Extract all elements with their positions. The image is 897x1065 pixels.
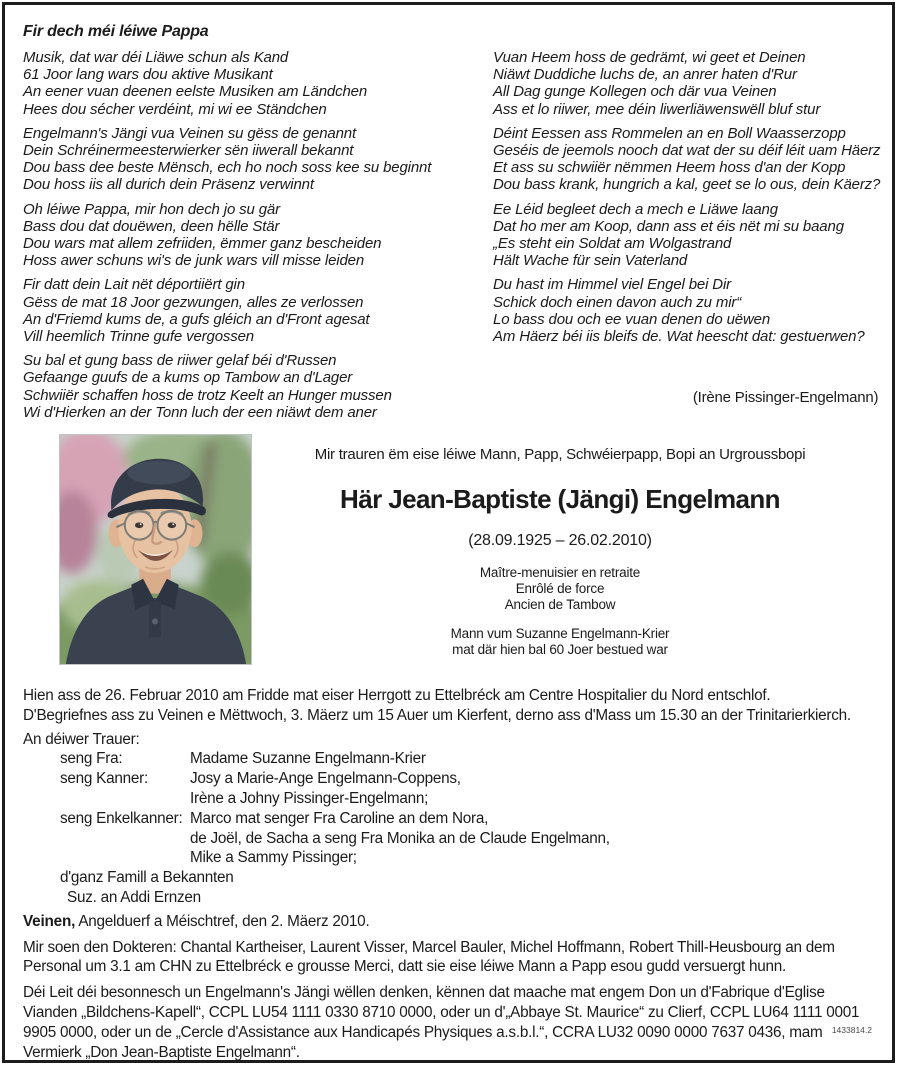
mourner-relation-label: seng Enkelkanner: [60,809,183,827]
mourner-relation-label [60,829,190,849]
poem-line: Musik, dat war déi Liäwe schun als Kand [23,49,289,66]
poem-line: Dou bass dee beste Mënsch, ech ho noch soss kee su beginnt [23,159,432,177]
poem-stanza [493,125,880,194]
poem-line: Ee Léid begleet dech a mech e Liäwe laang [493,200,778,218]
death-notice: Hien ass de 26. Februar 2010 am Fridde mat eiser Herrgott zu Ettelbréck am Centre Hospitalier du Nord entschlof. [23,687,771,705]
poem-line: Schick doch einen davon auch zu mir“ [493,293,742,311]
poem-line: Hees dou sécher verdéint, mi wi ee Ständchen [23,100,327,118]
poem-line: Déint Eessen ass Rommelen an en Boll Waasserzopp [493,124,846,142]
announcement-section [23,434,876,665]
poem-line: Su bal et gung bass de riiwer gelaf béi d'Russen [23,352,337,370]
spouse-lines [252,626,868,658]
poem-line: Bass dou dat douëwen, deen hëlle Stär [23,217,280,235]
mourner-relation-label [60,789,190,809]
obituary-frame [2,2,895,1063]
poem-line: Wi d'Hierken an der Tonn luch der een niäwt dem aner [23,403,377,421]
poem-stanza [23,125,481,194]
poem-author-signature: (Irène Pissinger-Engelmann) [692,389,879,407]
poem-line: Gefaange guufs de a kums op Tambow an d'Lager [23,369,353,387]
poem-line: Schwiiër schaffen hoss de trotz Keelt an Hunger mussen [23,386,392,404]
family-line: d'ganz Famill a Bekannten [60,869,234,887]
poem-line: Dou hoss iis all durich dein Präsenz verwinnt [23,176,314,194]
poem-line: Hält Wache für sein Vaterland [493,252,688,270]
mourner-names: Mike a Sammy Pissinger; [190,849,357,867]
poem-line: Am Häerz béi iis bleifs de. Wat heescht dat: gestuerwen? [493,328,865,346]
mourner-relation-label: seng Fra: [60,750,123,768]
poem-left-column [23,22,481,428]
portrait-illustration [60,435,251,664]
reference-number: 1433814.2 [831,1024,872,1035]
portrait-photo [59,434,252,665]
poem-line: Lo bass dou och ee vuan denen do uëwen [493,310,771,328]
mourner-names: de Joël, de Sacha a seng Fra Monika an de Claude Engelmann, [190,829,610,847]
poem-line: An eener vuan deenen eelste Musiken am Ländchen [23,83,368,101]
poem-line: Fir datt dein Lait nët déportiiërt gin [23,276,245,294]
poem-line: 61 Joor lang wars dou aktive Musikant [23,66,273,84]
poem-line: Dou bass krank, hungrich a kal, geet se lo ous, dein Käerz? [493,176,881,194]
poem-line: Gëss de mat 18 Joor gezwungen, alles ze verlossen [23,293,364,311]
spouse-line: Mann vum Suzanne Engelmann-Krier [450,626,670,642]
poem-right-column [481,22,880,428]
deceased-title-line: Ancien de Tambow [504,597,616,613]
mourner-relation-label [60,848,190,868]
poem-line: Hoss awer schuns wi's de junk wars vill misse leiden [23,252,365,270]
poem-line: Ass et lo riiwer, mee déin liwerliäwenswëll bluf stur [493,100,821,118]
deceased-name: Här Jean-Baptiste (Jängi) Engelmann [340,484,780,515]
announcement-block [252,434,876,665]
place-name: Veinen, [23,912,76,930]
poem-line: Vill heemlich Trinne gufe vergossen [23,328,254,346]
poem-line: Dou wars mat allem zefriiden, ëmmer ganz bescheiden [23,235,382,253]
poem-stanza [493,276,880,345]
poem-line: Dein Schréinermeesterwierker sën iiwerall bekannt [23,142,354,160]
mourner-row [60,829,876,849]
mourner-row [60,769,876,789]
mourner-names: Josy a Marie-Ange Engelmann-Coppens, [190,770,461,788]
mourning-header: An déiwer Trauer: [23,730,140,748]
poem-section [23,22,881,428]
deceased-title-line: Maître-menuisier en retraite [479,565,641,581]
poem-stanza [23,49,481,118]
friends-line: Suz. an Addi Ernzen [67,889,201,907]
mourner-names: Madame Suzanne Engelmann-Krier [190,750,426,768]
place-date-rest: Angelduerf a Méischtref, den 2. Mäerz 2010. [78,912,370,930]
poem-line: Niäwt Duddiche luchs de, an anrer haten d'Rur [493,66,797,84]
poem-stanza [23,352,481,421]
thanks-paragraph: Mir soen den Dokteren: Chantal Kartheiser, Laurent Visser, Marcel Bauler, Michel Hoffmann, Robert Thill-Heusbourg an dem Personal um 3.1 am CHN zu Ettelbréck e grousse Merci, datt sie eise léiwe Mann a Papp esou gudd versuergt hunn. [23,938,835,976]
donations-paragraph [23,983,876,1062]
mourner-row [60,749,876,769]
poem-stanza [493,49,880,118]
mourner-row [60,809,876,829]
life-dates: (28.09.1925 – 26.02.2010) [468,532,652,550]
poem-line: Engelmann's Jängi vua Veinen su gëss de genannt [23,124,356,142]
mourner-names: Irène a Johny Pissinger-Engelmann; [190,790,429,808]
poem-line: Et ass su schwiiër nëmmen Heem hoss d'an der Kopp [493,159,846,177]
poem-stanza [23,276,481,345]
poem-stanza [23,201,481,270]
mourner-row [60,848,876,868]
poem-line: Oh léiwe Pappa, mir hon dech jo su gär [23,200,280,218]
place-date-line [23,912,876,932]
mourner-relation-label: seng Kanner: [60,770,148,788]
spouse-line: mat där hien bal 60 Joer bestued war [452,642,668,658]
deceased-title-line: Enrôlé de force [515,581,605,597]
deceased-titles [252,565,868,613]
poem-stanza [493,201,880,270]
poem-title: Fir dech méi léiwe Pappa [23,23,209,40]
poem-line: An d'Friemd kums de, a gufs gléich an d'Front agesat [23,310,370,328]
mourner-names: Marco mat senger Fra Caroline an dem Nora, [190,809,489,827]
poem-line: Geséis de jeemols nooch dat wat der su déif léit uam Häerz [493,142,881,160]
poem-line: Vuan Heem hoss de gedrämt, wi geet et Deinen [493,49,806,66]
poem-line: Dat ho mer am Koop, dann ass et éis nët mi su baang [493,217,844,235]
poem-line: Du hast im Himmel viel Engel bei Dir [493,276,732,294]
details-section [23,686,876,1062]
funeral-notice: D'Begriefnes ass zu Veinen e Mëttwoch, 3. Mäerz um 15 Auer um Kierfent, derno ass d'Mass um 15.30 an der Trinitarierkierch. [23,706,851,724]
poem-line: „Es steht ein Soldat am Wolgastrand [493,235,732,253]
poem-line: All Dag gunge Kollegen och där vua Veinen [493,83,777,101]
mourner-row [60,789,876,809]
donations-text: Déi Leit déi besonnesch un Engelmann's Jängi wëllen denken, kënnen dat maache mat engem Don un d'Fabrique d'Eglise Vianden „Bildchens-Kapell“, CCPL LU54 1111 0330 8710 0000, oder un d'„Abbaye St. Maurice“ zu Clierf, CCPL LU64 1111 0001 9905 0000, oder un de „Cercle d'Assistance aux Handicapés Physiques a.s.b.l.“, CCRA LU32 0090 0000 7637 0436, mam Vermierk „Don Jean-Baptiste Engelmann“. [23,984,860,1061]
announcement-intro: Mir trauren ëm eise léiwe Mann, Papp, Schwéierpapp, Bopi an Urgroussbopi [314,446,806,464]
mourners-list [60,749,876,868]
